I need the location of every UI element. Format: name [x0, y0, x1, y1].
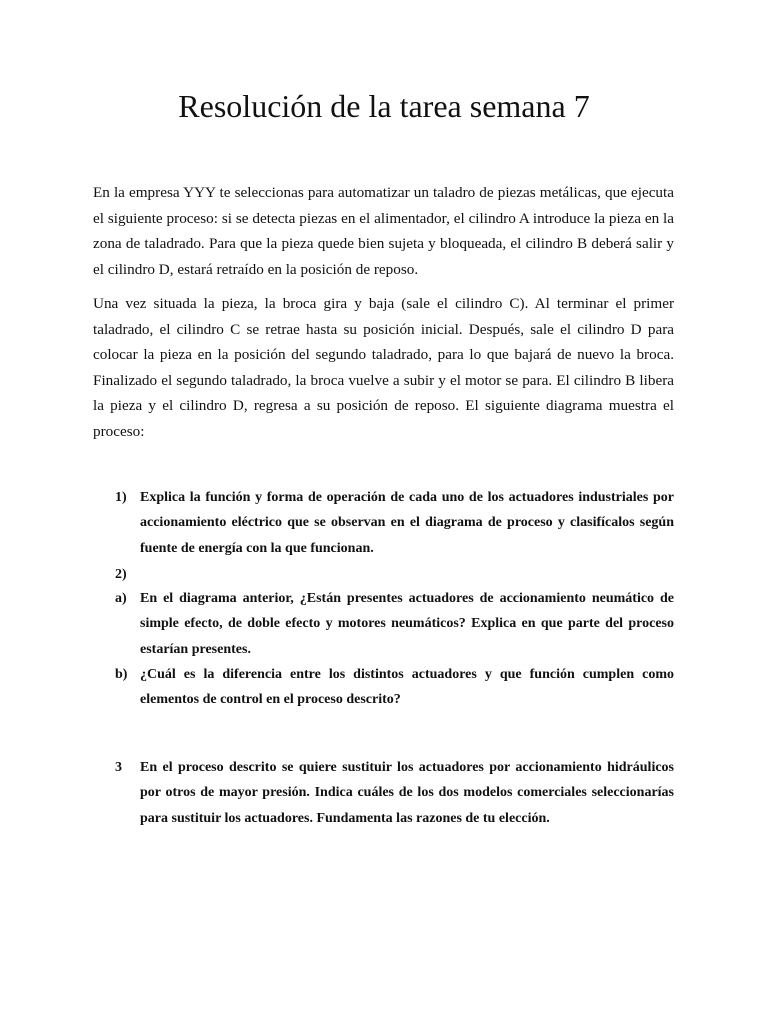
- intro-paragraph: En la empresa YYY te seleccionas para automatizar un taladro de piezas metálicas, que ejecuta el siguiente proceso: si se detecta piezas en el alimentador, el cilindro A introduce la pieza en la zona de taladrado. Para que la pieza quede bien sujeta y bloqueada, el cilindro B deberá salir y el cilindro D, estará retraído en la posición de reposo.: [93, 184, 674, 278]
- question-number: 2): [115, 567, 127, 582]
- question-number: b): [115, 667, 128, 682]
- document-title: Resolución de la tarea semana 7: [178, 88, 590, 124]
- question-number: 1): [115, 490, 127, 505]
- process-paragraph: Una vez situada la pieza, la broca gira y baja (sale el cilindro C). Al terminar el primer taladrado, el cilindro C se retrae hasta su posición inicial. Después, sale el cilindro D para colocar la pieza en la posición del segundo taladrado, para lo que bajará de nuevo la broca. Finalizado el segundo taladrado, la broca vuelve a subir y el motor se para. El cilindro B libera la pieza y el cilindro D, regresa a su posición de reposo. El siguiente diagrama muestra el proceso:: [93, 295, 674, 440]
- question-text: ¿Cuál es la diferencia entre los distintos actuadores y que función cumplen como elementos de control en el proceso descrito?: [140, 667, 674, 708]
- question-number: 3: [115, 760, 122, 775]
- question-text: Explica la función y forma de operación de cada uno de los actuadores industriales por accionamiento eléctrico que se observan en el diagrama de proceso y clasifícalos según fuente de energía con la que funcionan.: [140, 490, 674, 556]
- question-number: a): [115, 591, 127, 606]
- question-text: En el proceso descrito se quiere sustituir los actuadores por accionamiento hidráulicos por otros de mayor presión. Indica cuáles de los dos modelos comerciales seleccionarías para sustituir los actuadores. Fundamenta las razones de tu elección.: [140, 760, 674, 826]
- question-text: En el diagrama anterior, ¿Están presentes actuadores de accionamiento neumático de simple efecto, de doble efecto y motores neumáticos? Explica en que parte del proceso estarían presentes.: [140, 591, 674, 657]
